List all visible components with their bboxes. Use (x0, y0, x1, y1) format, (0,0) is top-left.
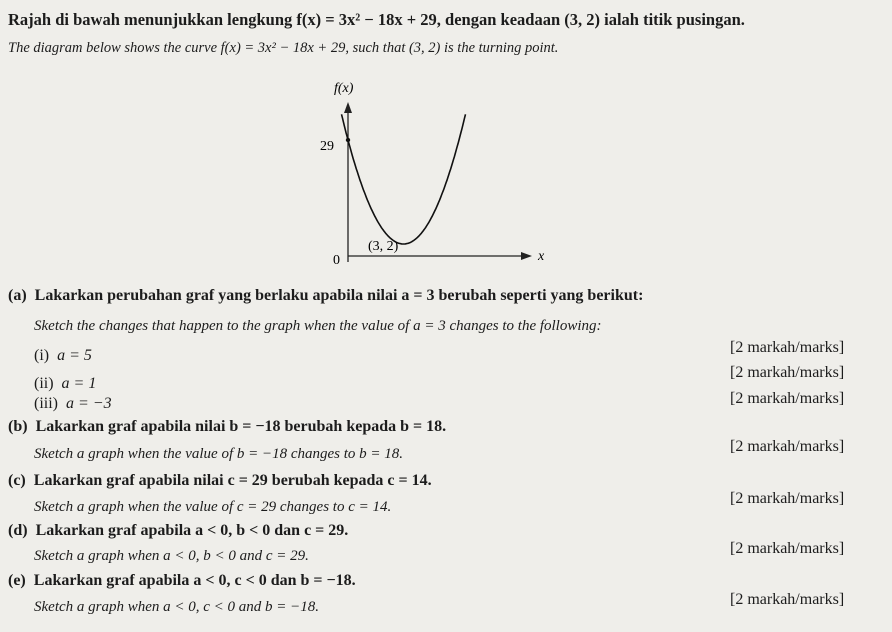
parabola-curve (342, 114, 466, 244)
part-iii-text: a = −3 (66, 395, 112, 412)
question-d-malay (8, 522, 348, 540)
y-axis-label: f(x) (334, 81, 354, 96)
y-intercept-point (346, 138, 350, 142)
question-e-english: Sketch a graph when a < 0, c < 0 and b = −18. (34, 599, 320, 615)
part-i-marks: [2 markah/marks] (730, 339, 845, 356)
question-c-english: Sketch a graph when the value of c = 29 changes to c = 14. (34, 499, 392, 515)
question-a-malay (8, 287, 643, 305)
question-a-english: Sketch the changes that happen to the graph when the value of a = 3 changes to the following: (34, 318, 602, 334)
part-i-label: (i) (34, 347, 50, 364)
question-c-malay-text: Lakarkan graf apabila nilai c = 29 berubah kepada c = 14. (33, 472, 432, 489)
y-intercept-label: 29 (320, 139, 334, 154)
part-ii-marks: [2 markah/marks] (730, 364, 845, 381)
question-a-malay-text: Lakarkan perubahan graf yang berlaku apabila nilai a = 3 berubah seperti yang berikut: (34, 287, 644, 304)
question-a-label: (a) (8, 287, 27, 304)
part-iii-marks: [2 markah/marks] (730, 390, 845, 407)
question-e-marks: [2 markah/marks] (730, 591, 845, 608)
question-c-malay (8, 472, 432, 490)
question-a-part-ii (34, 375, 96, 393)
part-ii-label: (ii) (34, 375, 54, 392)
question-b-label: (b) (8, 418, 28, 435)
question-e-malay (8, 572, 356, 590)
question-c-marks: [2 markah/marks] (730, 490, 845, 507)
part-iii-label: (iii) (34, 395, 58, 412)
turning-point-label: (3, 2) (368, 239, 399, 254)
question-b-malay (8, 418, 446, 436)
quadratic-graph (300, 78, 560, 268)
question-d-malay-text: Lakarkan graf apabila a < 0, b < 0 dan c = 29. (35, 522, 349, 539)
intro-english: The diagram below shows the curve f(x) = 3x² − 18x + 29, such that (3, 2) is the turning point. (8, 40, 559, 56)
question-c-label: (c) (8, 472, 26, 489)
question-d-label: (d) (8, 522, 28, 539)
question-a-part-iii (34, 395, 112, 413)
question-e-malay-text: Lakarkan graf apabila a < 0, c < 0 dan b = −18. (33, 572, 356, 589)
x-axis-label: x (538, 249, 545, 264)
question-b-english: Sketch a graph when the value of b = −18 changes to b = 18. (34, 446, 404, 462)
question-d-marks: [2 markah/marks] (730, 540, 845, 557)
question-e-label: (e) (8, 572, 26, 589)
origin-label: 0 (333, 253, 340, 268)
question-b-malay-text: Lakarkan graf apabila nilai b = −18 berubah kepada b = 18. (35, 418, 447, 435)
question-d-english: Sketch a graph when a < 0, b < 0 and c = 29. (34, 548, 309, 564)
part-i-text: a = 5 (57, 347, 92, 364)
x-axis-arrow (521, 252, 532, 260)
part-ii-text: a = 1 (61, 375, 97, 392)
y-axis-arrow (344, 102, 352, 113)
intro-malay: Rajah di bawah menunjukkan lengkung f(x) = 3x² − 18x + 29, dengan keadaan (3, 2) ialah titik pusingan. (8, 10, 745, 29)
question-b-marks: [2 markah/marks] (730, 438, 845, 455)
graph-svg (300, 78, 560, 268)
question-a-part-i (34, 347, 92, 365)
